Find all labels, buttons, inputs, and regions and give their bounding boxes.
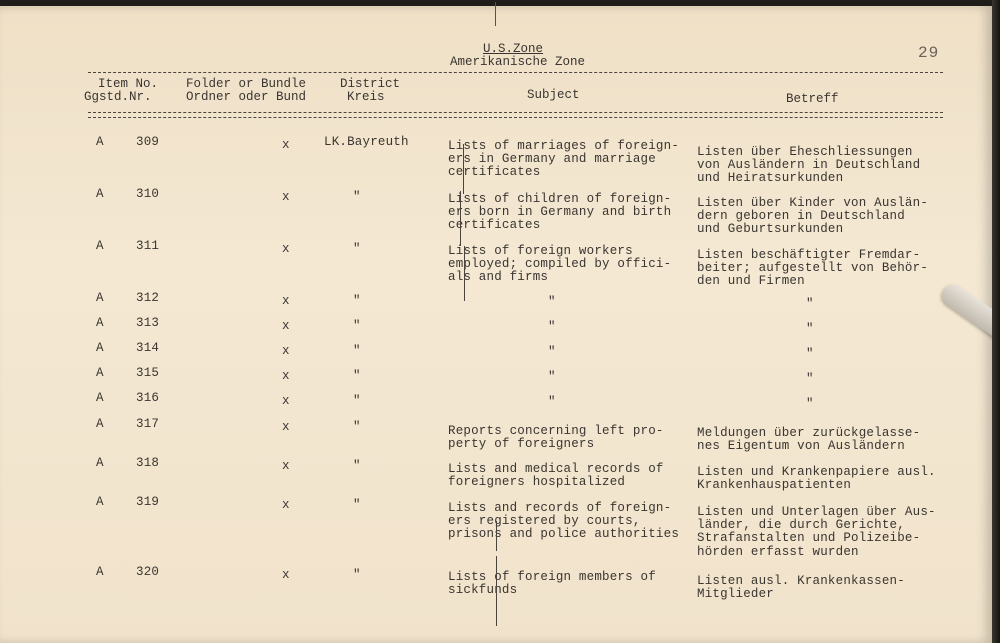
item-prefix: A bbox=[96, 341, 104, 355]
district: " bbox=[353, 344, 361, 358]
folder-mark: x bbox=[282, 242, 290, 256]
header-betreff: Betreff bbox=[786, 92, 839, 106]
betreff-line: und Geburtsurkunden bbox=[697, 222, 844, 237]
item-number: 309 bbox=[136, 135, 160, 149]
header-district-en: District bbox=[340, 77, 401, 91]
district: " bbox=[353, 498, 361, 512]
betreff-line: länder, die durch Gerichte, bbox=[697, 518, 905, 533]
subject-line: Reports concerning left pro- bbox=[448, 424, 664, 438]
item-prefix: A bbox=[96, 135, 104, 149]
header-item-de: Ggstd.Nr. bbox=[84, 90, 152, 104]
subject-line: Lists of marriages of foreign- bbox=[448, 139, 680, 153]
district: " bbox=[353, 294, 361, 308]
betreff-line: Strafanstalten und Polizeibe- bbox=[697, 531, 921, 546]
betreff-line: " bbox=[806, 347, 814, 361]
pencil-mark bbox=[460, 191, 461, 246]
betreff-line: nes Eigentum von Ausländern bbox=[697, 439, 905, 454]
pencil-mark bbox=[463, 144, 464, 194]
subject-line: certificates bbox=[448, 165, 541, 180]
betreff-line: Meldungen über zurückgelasse- bbox=[697, 426, 921, 440]
item-number: 310 bbox=[136, 187, 160, 201]
pencil-mark bbox=[464, 246, 465, 301]
subject-line: perty of foreigners bbox=[448, 437, 595, 452]
binding-mark-top bbox=[495, 2, 496, 26]
district: " bbox=[353, 242, 361, 256]
header-rule-bottom bbox=[88, 112, 943, 113]
item-number: 315 bbox=[136, 366, 160, 380]
pencil-mark bbox=[496, 556, 497, 626]
zone-title-en: U.S.Zone bbox=[483, 42, 544, 56]
subject-line: prisons and police authorities bbox=[448, 527, 680, 542]
item-prefix: A bbox=[96, 391, 104, 405]
page-number: 29 bbox=[918, 44, 940, 62]
item-prefix: A bbox=[96, 187, 104, 201]
paper-clip bbox=[938, 280, 1000, 338]
subject-line: " bbox=[548, 320, 556, 334]
subject-line: " bbox=[548, 370, 556, 384]
betreff-line: Listen über Eheschliessungen bbox=[697, 145, 913, 159]
subject-line: " bbox=[548, 395, 556, 409]
folder-mark: x bbox=[282, 568, 290, 582]
folder-mark: x bbox=[282, 420, 290, 434]
page-edge-shadow bbox=[992, 0, 1000, 643]
header-district-de: Kreis bbox=[347, 90, 385, 104]
subject-line: ers in Germany and marriage bbox=[448, 152, 656, 167]
district: " bbox=[353, 420, 361, 434]
folder-mark: x bbox=[282, 190, 290, 204]
betreff-line: Listen und Unterlagen über Aus- bbox=[697, 505, 936, 519]
district: " bbox=[353, 394, 361, 408]
betreff-line: Listen über Kinder von Auslän- bbox=[697, 196, 929, 210]
header-rule-bottom-2 bbox=[88, 117, 943, 118]
header-rule-top bbox=[88, 72, 943, 73]
subject-line: als and firms bbox=[448, 270, 549, 285]
betreff-line: Mitglieder bbox=[697, 587, 775, 602]
subject-line: certificates bbox=[448, 218, 541, 233]
betreff-line: dern geboren in Deutschland bbox=[697, 209, 905, 224]
district: " bbox=[353, 568, 361, 582]
header-folder-en: Folder or Bundle bbox=[186, 77, 307, 91]
item-prefix: A bbox=[96, 291, 104, 305]
betreff-line: " bbox=[806, 397, 814, 411]
folder-mark: x bbox=[282, 459, 290, 473]
item-number: 317 bbox=[136, 417, 160, 431]
folder-mark: x bbox=[282, 344, 290, 358]
item-number: 320 bbox=[136, 565, 160, 579]
item-number: 312 bbox=[136, 291, 160, 305]
item-number: 319 bbox=[136, 495, 160, 509]
subject-line: Lists of foreign workers bbox=[448, 244, 633, 258]
folder-mark: x bbox=[282, 294, 290, 308]
subject-line: Lists of children of foreign- bbox=[448, 192, 672, 206]
betreff-line: und Heiratsurkunden bbox=[697, 171, 844, 186]
item-number: 316 bbox=[136, 391, 160, 405]
subject-line: ers born in Germany and birth bbox=[448, 205, 672, 220]
betreff-line: Listen und Krankenpapiere ausl. bbox=[697, 465, 936, 479]
betreff-line: beiter; aufgestellt von Behör- bbox=[697, 261, 929, 276]
district: LK.Bayreuth bbox=[324, 135, 409, 149]
item-prefix: A bbox=[96, 366, 104, 380]
folder-mark: x bbox=[282, 498, 290, 512]
district: " bbox=[353, 369, 361, 383]
folder-mark: x bbox=[282, 138, 290, 152]
pencil-mark bbox=[496, 521, 497, 551]
betreff-line: den und Firmen bbox=[697, 274, 805, 289]
folder-mark: x bbox=[282, 369, 290, 383]
header-subject: Subject bbox=[527, 88, 580, 102]
betreff-line: von Ausländern in Deutschland bbox=[697, 158, 921, 173]
subject-line: ers registered by courts, bbox=[448, 514, 641, 529]
item-prefix: A bbox=[96, 417, 104, 431]
item-number: 311 bbox=[136, 239, 160, 253]
zone-title-de: Amerikanische Zone bbox=[450, 55, 586, 69]
subject-line: Lists of foreign members of bbox=[448, 570, 656, 584]
folder-mark: x bbox=[282, 394, 290, 408]
item-number: 314 bbox=[136, 341, 160, 355]
district: " bbox=[353, 190, 361, 204]
header-item-en: Item No. bbox=[98, 77, 159, 91]
item-prefix: A bbox=[96, 316, 104, 330]
betreff-line: " bbox=[806, 322, 814, 336]
betreff-line: " bbox=[806, 297, 814, 311]
district: " bbox=[353, 459, 361, 473]
betreff-line: Listen ausl. Krankenkassen- bbox=[697, 574, 905, 588]
item-number: 318 bbox=[136, 456, 160, 470]
subject-line: employed; compiled by offici- bbox=[448, 257, 672, 272]
subject-line: Lists and medical records of bbox=[448, 462, 664, 476]
betreff-line: hörden erfasst wurden bbox=[697, 544, 859, 559]
betreff-line: Krankenhauspatienten bbox=[697, 478, 852, 493]
subject-line: " bbox=[548, 345, 556, 359]
betreff-line: Listen beschäftigter Fremdar- bbox=[697, 248, 921, 262]
folder-mark: x bbox=[282, 319, 290, 333]
district: " bbox=[353, 319, 361, 333]
subject-line: Lists and records of foreign- bbox=[448, 501, 672, 515]
item-prefix: A bbox=[96, 456, 104, 470]
subject-line: foreigners hospitalized bbox=[448, 475, 626, 490]
item-prefix: A bbox=[96, 565, 104, 579]
header-folder-de: Ordner oder Bund bbox=[186, 90, 307, 104]
item-prefix: A bbox=[96, 239, 104, 253]
subject-line: " bbox=[548, 295, 556, 309]
item-prefix: A bbox=[96, 495, 104, 509]
document-page bbox=[0, 6, 992, 643]
betreff-line: " bbox=[806, 372, 814, 386]
item-number: 313 bbox=[136, 316, 160, 330]
subject-line: sickfunds bbox=[448, 583, 518, 598]
